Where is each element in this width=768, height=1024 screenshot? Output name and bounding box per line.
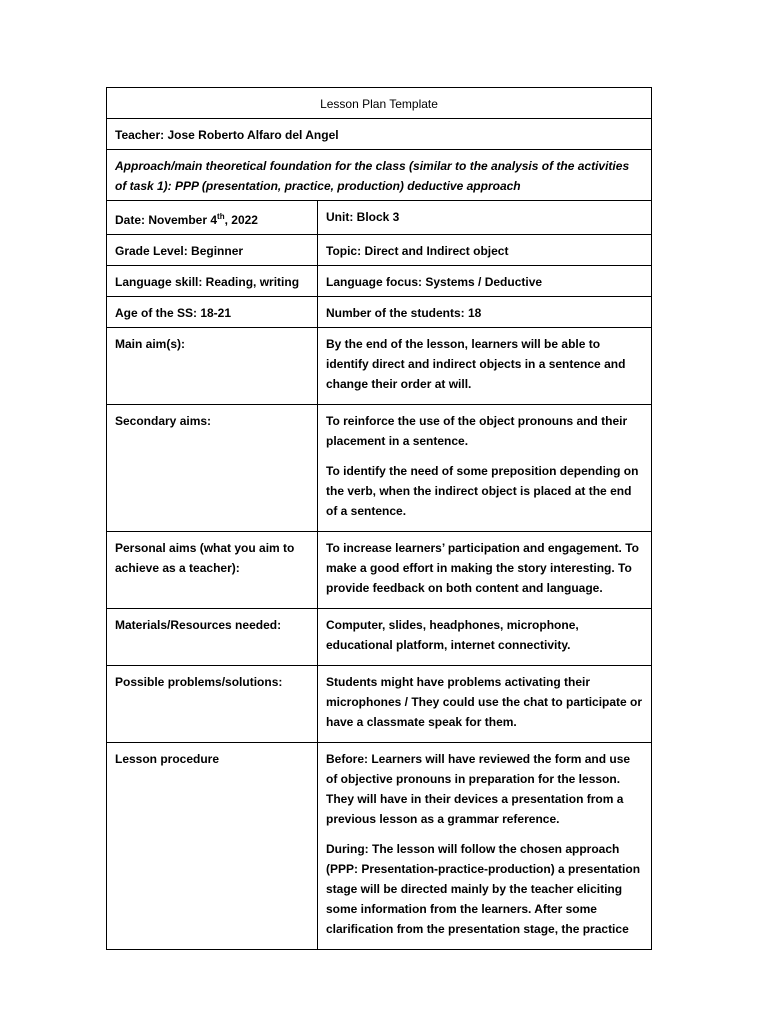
- unit-cell: Unit: Block 3: [318, 201, 652, 235]
- lesson-plan-table: [106, 87, 652, 950]
- procedure-row: [107, 743, 652, 950]
- problems-label: Possible problems/solutions:: [107, 666, 318, 743]
- language-skill-cell: Language skill: Reading, writing: [107, 266, 318, 297]
- main-aims-row: [107, 328, 652, 405]
- personal-aims-row: [107, 532, 652, 609]
- grade-topic-row: [107, 235, 652, 266]
- skill-focus-row: [107, 266, 652, 297]
- age-students-row: [107, 297, 652, 328]
- secondary-aims-para: To identify the need of some preposition depending on the verb, when the indirect object is placed at the end of a sentence.: [326, 464, 639, 518]
- date-cell: [107, 201, 318, 235]
- procedure-value: [318, 743, 652, 950]
- date-superscript: th: [217, 212, 225, 221]
- personal-aims-value: [318, 532, 652, 609]
- grade-level-cell: Grade Level: Beginner: [107, 235, 318, 266]
- date-suffix: , 2022: [224, 213, 258, 227]
- personal-aims-para: To increase learners’ participation and engagement. To make a good effort in making the story interesting. To provide feedback on both content and language.: [326, 541, 639, 595]
- procedure-para: During: The lesson will follow the chosen approach (PPP: Presentation-practice-production) a presentation stage will be directed mainly by the teacher eliciting some information from the learners. After some clarification from the presentation stage, the practice: [326, 842, 641, 936]
- main-aims-value: [318, 328, 652, 405]
- secondary-aims-label: Secondary aims:: [107, 405, 318, 532]
- teacher-name: Teacher: Jose Roberto Alfaro del Angel: [107, 119, 652, 150]
- secondary-aims-row: [107, 405, 652, 532]
- materials-label: Materials/Resources needed:: [107, 609, 318, 666]
- problems-row: [107, 666, 652, 743]
- main-aims-para: By the end of the lesson, learners will be able to identify direct and indirect objects in a sentence and change their order at will.: [326, 337, 626, 391]
- secondary-aims-para: To reinforce the use of the object pronouns and their placement in a sentence.: [326, 414, 628, 448]
- personal-aims-label: Personal aims (what you aim to achieve as a teacher):: [107, 532, 318, 609]
- teacher-row: [107, 119, 652, 150]
- problems-value: [318, 666, 652, 743]
- num-students-cell: Number of the students: 18: [318, 297, 652, 328]
- date-prefix: Date: November 4: [115, 213, 218, 227]
- procedure-label: Lesson procedure: [107, 743, 318, 950]
- materials-row: [107, 609, 652, 666]
- materials-para: Computer, slides, headphones, microphone, educational platform, internet connectivity.: [326, 618, 579, 652]
- plan-title: Lesson Plan Template: [107, 88, 652, 119]
- date-unit-row: [107, 201, 652, 235]
- language-focus-cell: Language focus: Systems / Deductive: [318, 266, 652, 297]
- title-row: [107, 88, 652, 119]
- age-cell: Age of the SS: 18-21: [107, 297, 318, 328]
- approach-row: [107, 150, 652, 201]
- materials-value: [318, 609, 652, 666]
- topic-cell: Topic: Direct and Indirect object: [318, 235, 652, 266]
- problems-para: Students might have problems activating their microphones / They could use the chat to participate or have a classmate speak for them.: [326, 675, 643, 729]
- approach-text: Approach/main theoretical foundation for the class (similar to the analysis of the activities of task 1): PPP (presentation, practice, production) deductive approach: [107, 150, 652, 201]
- secondary-aims-value: [318, 405, 652, 532]
- main-aims-label: Main aim(s):: [107, 328, 318, 405]
- procedure-para: Before: Learners will have reviewed the form and use of objective pronouns in preparation for the lesson. They will have in their devices a presentation from a previous lesson as a grammar reference.: [326, 752, 631, 826]
